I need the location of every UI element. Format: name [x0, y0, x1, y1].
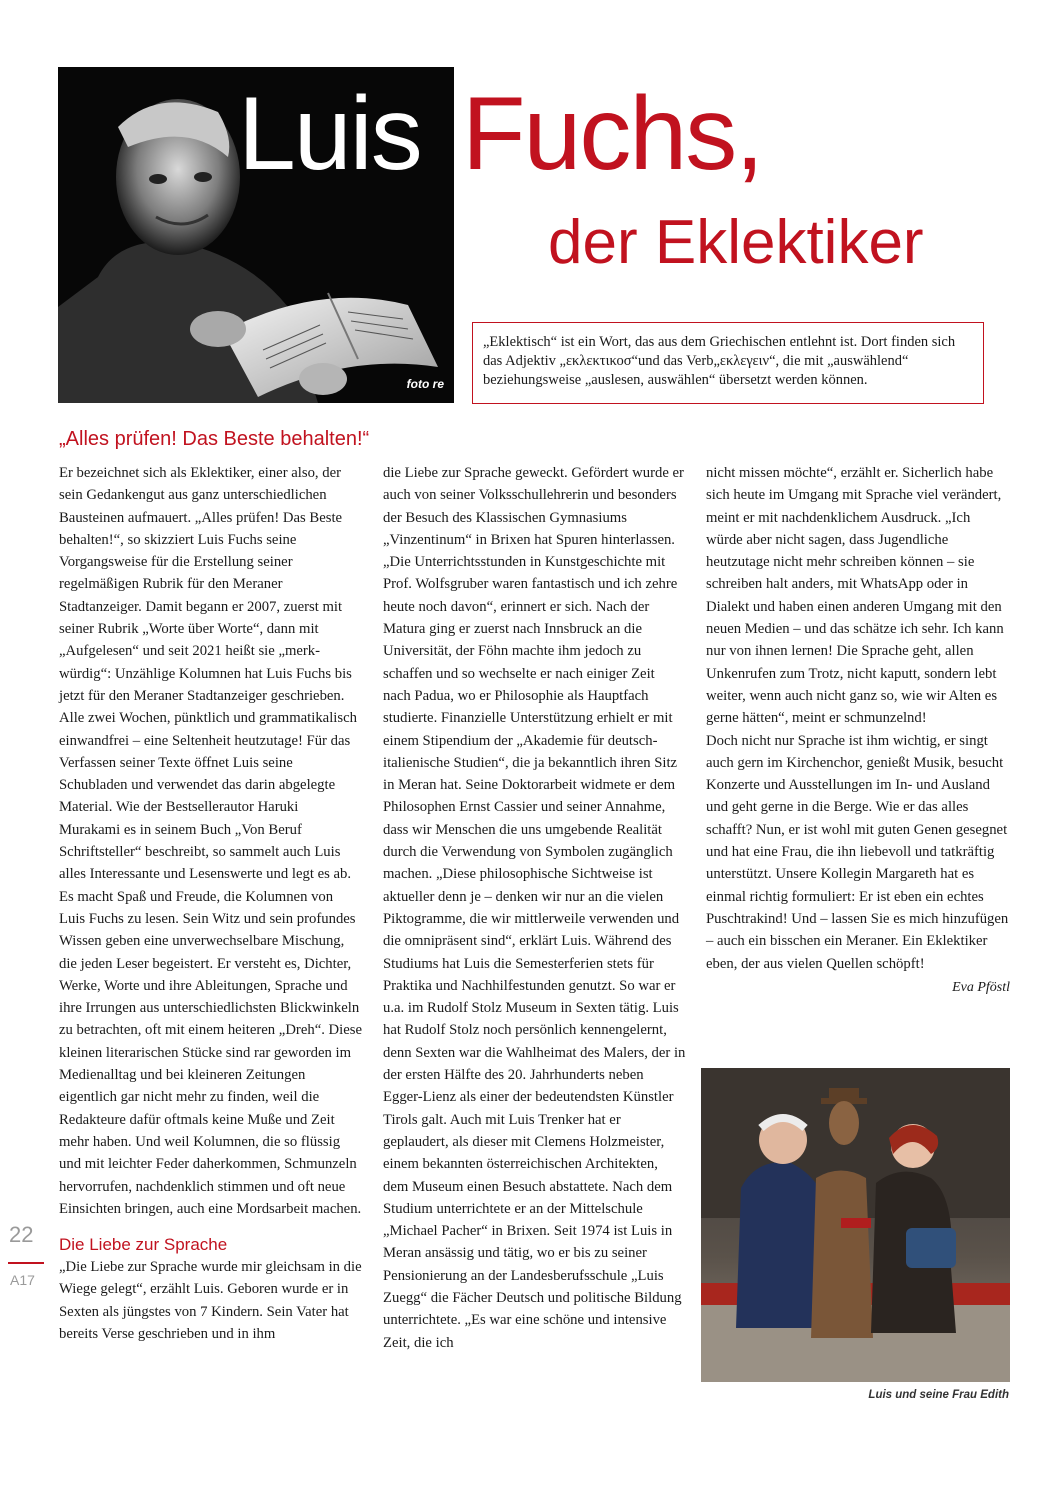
paragraph: Es macht Spaß und Freude, die Kolumnen von Luis Fuchs zu lesen. Sein Witz und sein profundes Wissen geben eine unverwechselbare Mischung, die jeden Leser begeistert. Er versteht es, Dichter, Werke, Worte und ihre Ableitungen, Sprache und ihre Irrungen aus unterschiedlichsten Blickwinkeln zu betrachten, oft mit einem heiteren „Dreh“. Diese kleinen literarischen Stücke sind rar geworden im Medienalltag und bei kleineren Zeitungen eigentlich gar nicht mehr zu finden, weil die Redakteure dafür oftmals keine Muße und Zeit mehr haben. Und weil Kolumnen, die so flüssig und mit leichter Feder daherkommen, Schmunzeln hervorrufen, nachdenklich stimmen und oft neue Einsichten bringen, auch eine Mordsarbeit machen. — [59, 888, 362, 1217]
paragraph: nicht missen möchte“, erzählt er. Sicherlich habe sich heute im Umgang mit Sprache viel verändert, meint er mit nachdenklichem Ausdruck. „Ich würde aber nicht sagen, dass Jugendliche heutzutage nicht mehr schreiben können – sie schreiben halt anders, mit WhatsApp oder in Dialekt und haben einen anderen Umgang mit den neuen Medien – und das schätze ich sehr. Ich kann nur von ihnen lernen! Die Sprache geht, allen Unkenrufen zum Trotz, nicht kaputt, sondern lebt weiter, wenn auch nicht ganz so, wie wir Alten es gerne hätten“, meint er schmunzelnd! — [706, 465, 1004, 727]
subheading: Die Liebe zur Sprache — [59, 1235, 228, 1255]
couple-photo — [701, 1068, 1010, 1382]
paragraph: die Liebe zur Sprache geweckt. Gefördert wurde er auch von seiner Volksschullehrerin und besonders der Besuch des Klassischen Gymnasiums „Vinzentinum“ in Brixen hat Spuren hinterlassen. „Die Unterrichtsstunden in Kunstgeschichte mit Prof. Wolfsgruber waren fantastisch und ich zehre heute noch davon“, erinnert er sich. Nach der Matura ging er zuerst nach Innsbruck an die Universität, der Föhn machte ihm jedoch zu schaffen und so wechselte er nach einiger Zeit nach Padua, wo er Philosophie als Hauptfach studierte. Finanzielle Unterstützung erhielt er mit einem Stipendium der „Akademie für deutsch-italienische Studien“, die ja bekanntlich ihren Sitz in Meran hat. Seine Doktorarbeit widmete er dem Philosophen Ernst Cassier und seiner Annahme, dass wir Menschen die uns umgebende Realität durch die Verwendung von Symbolen zugänglich machen. „Diese philosophische Sichtweise ist aktueller denn je – denken wir nur an die vielen Piktogramme, die wir mittlerweile verwenden und die omnipräsent sind“, erklärt Luis. Während des Studiums hat Luis die Semesterferien stets für Praktika und Nachhilfestunden genutzt. So war er u.a. im Rudolf Stolz Museum in Sexten tätig. Luis hat Rudolf Stolz noch persönlich kennengelernt, denn Sexten war die Wahlheimat des Malers, der in der ersten Hälfte des 20. Jahrhunderts neben Egger-Lienz als einer der bedeutendsten Künstler Tirols galt. Auch mit Luis Trenker hat er geplaudert, als dieser mit Clemens Holzmeister, einem bekannten österreichischen Architekten, dem Museum einen Besuch abstattete. Nach dem Studium unterrichtete er an der Mittelschule „Michael Pacher“ in Brixen. Seit 1974 ist Luis in Meran ansässig und tätig, wo er bis zu seiner Pensionierung an der Landesberufsschule „Luis Zuegg“ die Fächer Deutsch und politische Bildung unterrichtete. „Es war eine schöne und intensive Zeit, die ich — [383, 465, 686, 1351]
couple-illustration — [701, 1068, 1010, 1382]
page-number-rule — [8, 1262, 44, 1264]
article-column-3 — [706, 462, 1010, 999]
photo-credit: foto re — [406, 377, 444, 391]
photo-caption: Luis und seine Frau Edith — [868, 1389, 1009, 1401]
paragraph: „Die Liebe zur Sprache wurde mir gleichsam in die Wiege gelegt“, erzählt Luis. Geboren wurde er in Sexten als jüngstes von 7 Kindern. Sein Vater hat bereits Verse geschrieben und in ihm — [59, 1259, 362, 1342]
title-first-name: Luis — [238, 76, 421, 192]
definition-box: „Eklektisch“ ist ein Wort, das aus dem Griechischen entlehnt ist. Dort finden sich das Adjektiv „εκλεκτικοσ“und das Verb„εκλεγειν“, die mit „auswählend“ beziehungsweise „auslesen, auswählen“ übersetzt werden können. — [472, 322, 984, 404]
author-name: Eva Pföstl — [952, 979, 1010, 995]
paragraph: Doch nicht nur Sprache ist ihm wichtig, er singt auch gern im Kirchenchor, genießt Musik, besucht Konzerte und Ausstellungen im In- und Ausland und geht gerne in die Berge. Wie er das alles schafft? Nun, er ist wohl mit guten Genen gesegnet und hat eine Frau, die ihn liebevoll und tatkräftig unterstützt. Unsere Kollegin Margareth hat es einmal richtig formuliert: Er ist eben ein echtes Puschtrakind! Und – lassen Sie es mich hinzufügen – auch ein bisschen ein Meraner. Ein Eklektiker eben, der aus vielen Quellen schöpft! — [706, 732, 1009, 972]
article-column-2 — [383, 462, 686, 1354]
page-number: 22 — [9, 1222, 34, 1247]
subtitle: der Eklektiker — [548, 208, 924, 277]
paragraph: Er bezeichnet sich als Eklektiker, einer also, der sein Gedankengut aus ganz unterschiedlichen Bausteinen aufmauert. „Alles prüfen! Das Beste behalten!“, so skizziert Luis Fuchs seine Vorgangsweise für die Erstellung seiner regelmäßigen Rubrik für den Meraner Stadtanzeiger. Damit begann er 2007, zuerst mit seiner Rubrik „Worte über Worte“, dann mit „Aufgelesen“ und seit 2021 heißt sie „merk-würdig“: Unzählige Kolumnen hat Luis Fuchs bis jetzt für den Meraner Stadtanzeiger geschrieben. Alle zwei Wochen, pünktlich und grammatikalisch einwandfrei – eine Seltenheit heutzutage! Für das Verfassen seiner Texte öffnet Luis seine Schubladen und verwendet das darin abgelegte Material. Wie der Bestsellerautor Haruki Murakami es in seinem Buch „Von Beruf Schriftsteller“ beschreibt, so sammelt auch Luis alles Interessante und Lesenswerte und legt es ab. — [59, 465, 357, 883]
title-last-name: Fuchs, — [462, 76, 763, 192]
section-heading: „Alles prüfen! Das Beste behalten!“ — [59, 428, 370, 450]
issue-label: A17 — [10, 1272, 35, 1288]
article-column-1 — [59, 462, 362, 1345]
